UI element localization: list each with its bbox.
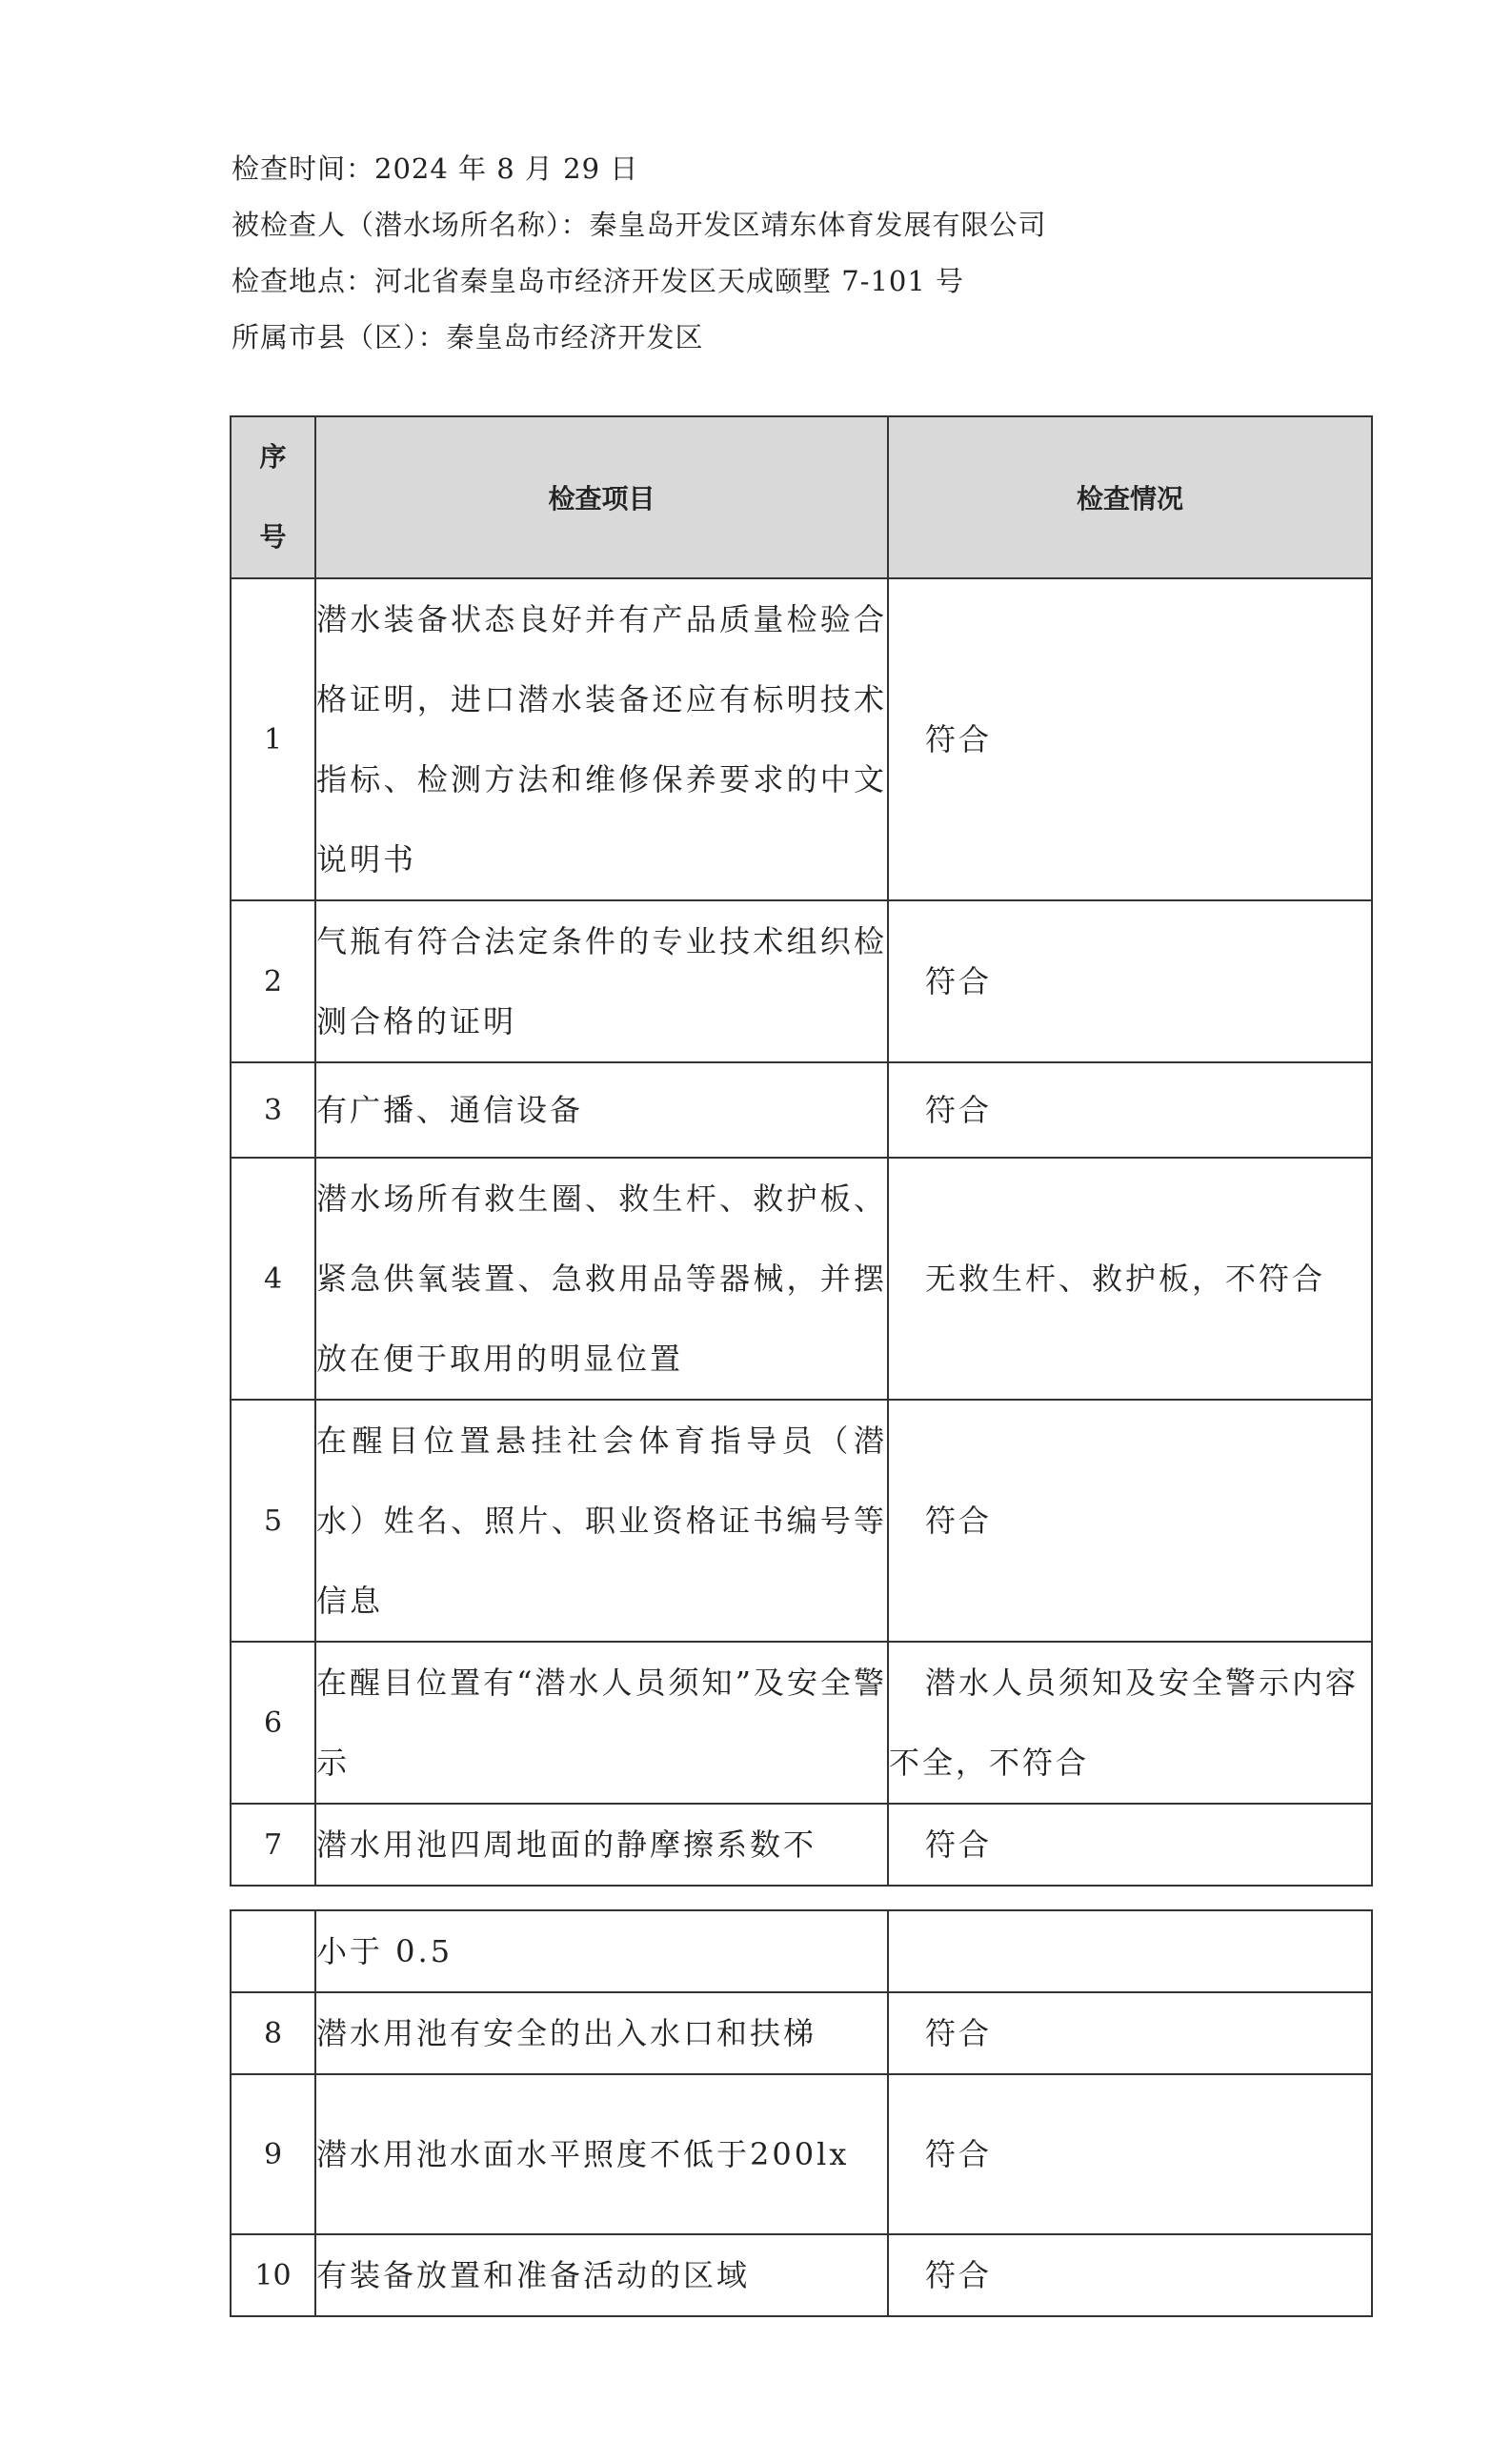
row-number: 10 — [231, 2234, 315, 2316]
row-number: 4 — [231, 1158, 315, 1400]
row-number: 6 — [231, 1642, 315, 1804]
column-header-number-line2: 号 — [259, 521, 287, 553]
inspected-party: 被检查人（潜水场所名称）：秦皇岛开发区靖东体育发展有限公司 — [232, 209, 1047, 241]
row-number: 9 — [231, 2074, 315, 2234]
row-item: 在醒目位置有“潜水人员须知”及安全警示 — [315, 1642, 888, 1804]
inspection-location: 检查地点：河北省秦皇岛市经济开发区天成颐墅 7-101 号 — [232, 265, 965, 297]
table-row — [231, 578, 1372, 900]
row-status — [888, 1910, 1372, 1992]
row-status: 符合 — [888, 578, 1372, 900]
table-row — [231, 1910, 1372, 1992]
row-status: 符合 — [888, 2234, 1372, 2316]
row-item: 有装备放置和准备活动的区域 — [315, 2234, 888, 2316]
row-status: 符合 — [888, 1992, 1372, 2074]
jurisdiction: 所属市县（区）：秦皇岛市经济开发区 — [232, 321, 704, 353]
row-status: 符合 — [888, 2074, 1372, 2234]
inspection-time: 检查时间：2024 年 8 月 29 日 — [232, 152, 639, 185]
table-row — [231, 1158, 1372, 1400]
table-row — [231, 1804, 1372, 1886]
row-number: 1 — [231, 578, 315, 900]
inspection-table-continued — [230, 1909, 1373, 2317]
column-header-status: 检查情况 — [888, 416, 1372, 578]
row-item: 在醒目位置悬挂社会体育指导员（潜水）姓名、照片、职业资格证书编号等信息 — [315, 1400, 888, 1642]
row-item: 潜水用池有安全的出入水口和扶梯 — [315, 1992, 888, 2074]
row-item: 有广播、通信设备 — [315, 1062, 888, 1158]
table-row — [231, 1642, 1372, 1804]
row-item: 潜水场所有救生圈、救生杆、救护板、紧急供氧装置、急救用品等器械，并摆放在便于取用的明显位置 — [315, 1158, 888, 1400]
table-row — [231, 1400, 1372, 1642]
table-row — [231, 2234, 1372, 2316]
row-number: 8 — [231, 1992, 315, 2074]
column-header-item: 检查项目 — [315, 416, 888, 578]
inspection-table — [230, 415, 1373, 1887]
table-row — [231, 900, 1372, 1062]
row-status: 符合 — [888, 1400, 1372, 1642]
row-status: 符合 — [888, 1804, 1372, 1886]
row-item: 气瓶有符合法定条件的专业技术组织检测合格的证明 — [315, 900, 888, 1062]
table-row — [231, 2074, 1372, 2234]
row-status: 符合 — [888, 1062, 1372, 1158]
row-item: 潜水装备状态良好并有产品质量检验合格证明，进口潜水装备还应有标明技术指标、检测方法和维修保养要求的中文说明书 — [315, 578, 888, 900]
table-header-row — [231, 416, 1372, 578]
column-header-number-line1: 序 — [259, 441, 287, 473]
row-status: 符合 — [888, 900, 1372, 1062]
row-number: 2 — [231, 900, 315, 1062]
table-row — [231, 1062, 1372, 1158]
row-item: 潜水用池四周地面的静摩擦系数不 — [315, 1804, 888, 1886]
row-number: 7 — [231, 1804, 315, 1886]
document-header — [232, 141, 1047, 366]
row-number — [231, 1910, 315, 1992]
row-item: 小于 0.5 — [315, 1910, 888, 1992]
row-number: 5 — [231, 1400, 315, 1642]
row-status: 无救生杆、救护板，不符合 — [888, 1158, 1372, 1400]
column-header-number — [231, 416, 315, 578]
row-number: 3 — [231, 1062, 315, 1158]
row-item: 潜水用池水面水平照度不低于200lx — [315, 2074, 888, 2234]
row-status: 潜水人员须知及安全警示内容不全，不符合 — [888, 1642, 1372, 1804]
table-row — [231, 1992, 1372, 2074]
